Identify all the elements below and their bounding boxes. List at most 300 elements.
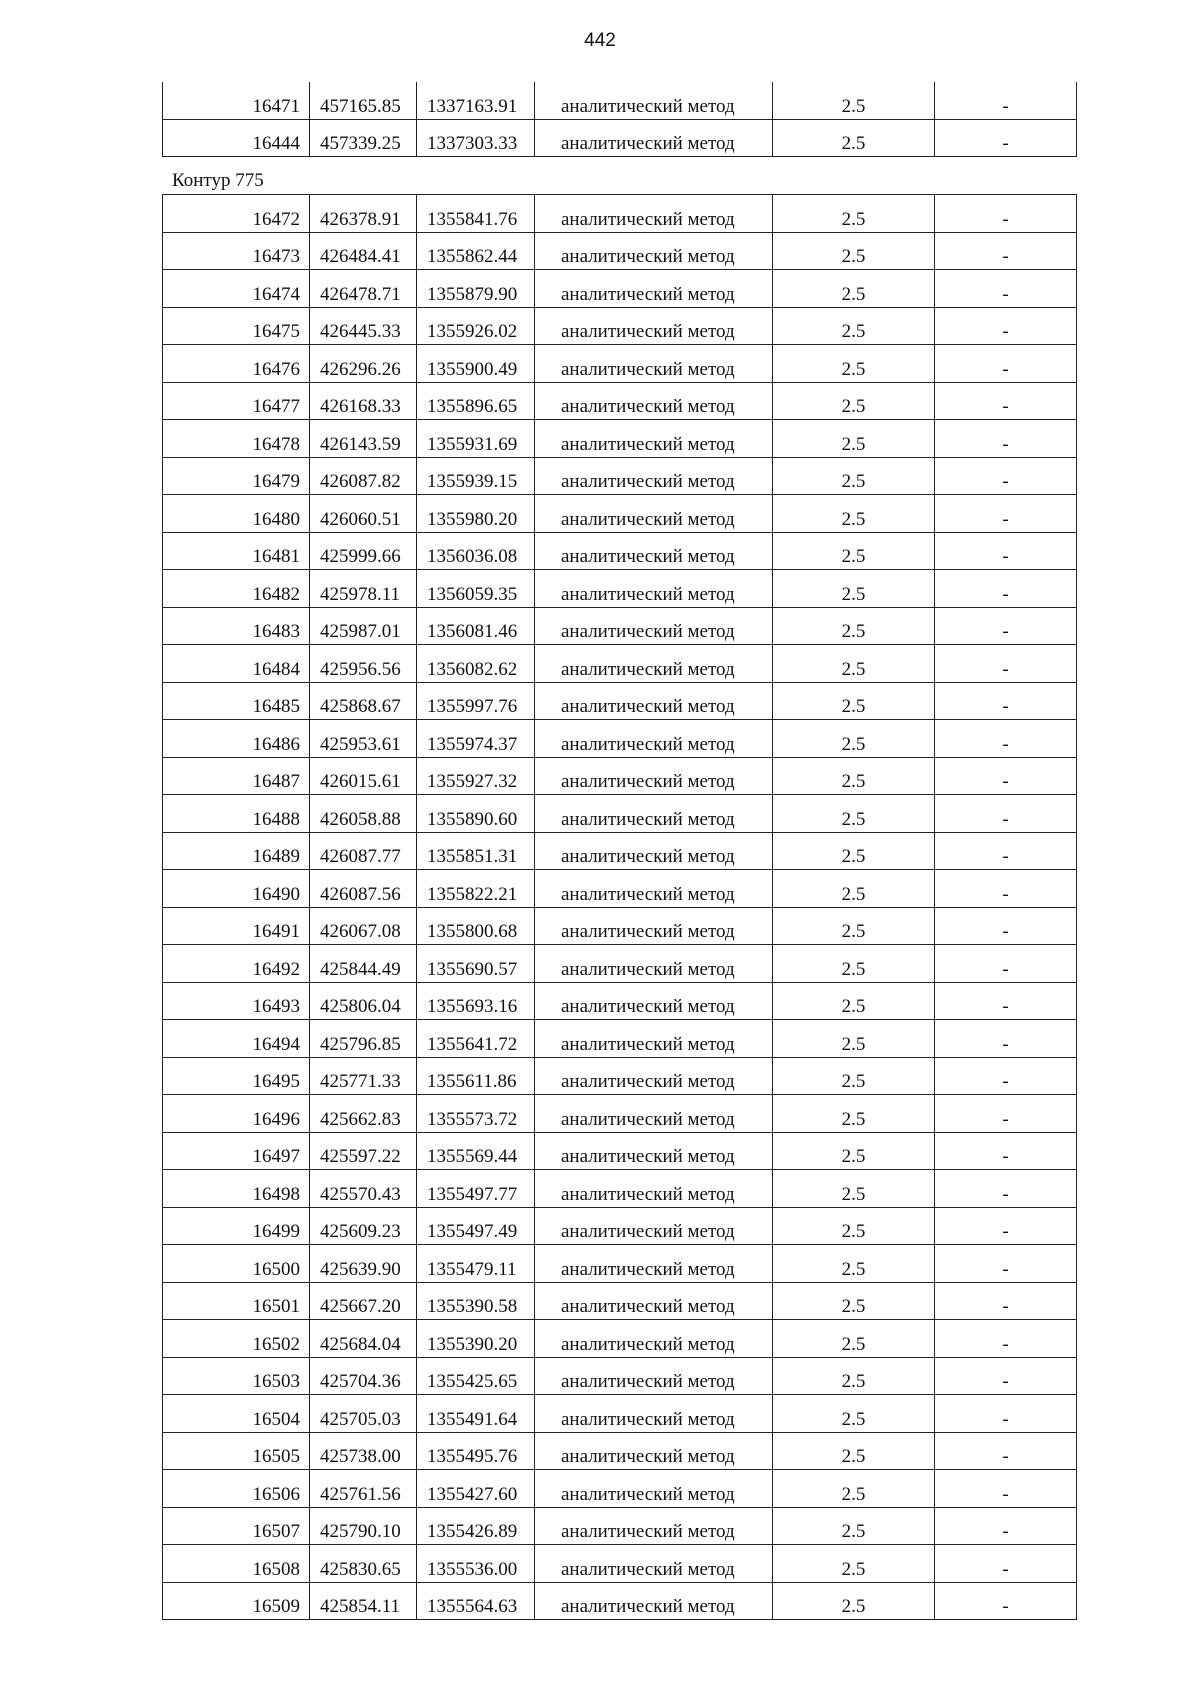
- cell-text: 1355491.64: [427, 1408, 518, 1430]
- cell-text: аналитический метод: [561, 133, 735, 154]
- cell-text: -: [1002, 621, 1009, 642]
- point-number-cell: [163, 870, 310, 908]
- table-row: [163, 82, 1077, 119]
- x-coordinate-cell: [310, 832, 417, 870]
- method-cell: [535, 82, 773, 119]
- cell-text: 1355564.63: [427, 1596, 518, 1617]
- table-row: [163, 382, 1077, 420]
- method-cell: [535, 382, 773, 420]
- note-cell: [935, 382, 1077, 420]
- cell-text: 426478.71: [320, 283, 401, 305]
- accuracy-cell: [773, 1207, 935, 1245]
- cell-text: 2.5: [841, 583, 866, 605]
- method-cell: [535, 645, 773, 683]
- x-coordinate-cell: [310, 907, 417, 945]
- cell-text: 2.5: [841, 996, 866, 1017]
- cell-text: 2.5: [841, 1558, 866, 1580]
- table-row: [163, 982, 1077, 1020]
- cell-text: 425956.56: [320, 658, 401, 680]
- y-coordinate-cell: [417, 1582, 535, 1620]
- note-cell: [935, 532, 1077, 570]
- method-cell: [535, 345, 773, 383]
- cell-text: 1337163.91: [427, 95, 518, 117]
- table-row: [163, 1432, 1077, 1470]
- method-cell: [535, 195, 773, 233]
- coordinates-table-body: [163, 195, 1077, 1620]
- cell-text: 2.5: [841, 846, 866, 867]
- y-coordinate-cell: [417, 270, 535, 308]
- cell-text: 426378.91: [320, 208, 401, 230]
- cell-text: 425761.56: [320, 1483, 401, 1505]
- cell-text: 425854.11: [320, 1596, 401, 1617]
- table-row: [163, 1020, 1077, 1058]
- cell-text: 1355427.60: [427, 1483, 518, 1505]
- cell-text: 1356081.46: [427, 621, 518, 642]
- table-row: [163, 645, 1077, 683]
- cell-text: аналитический метод: [561, 883, 735, 905]
- cell-text: 425953.61: [320, 733, 401, 755]
- method-cell: [535, 532, 773, 570]
- point-number-cell: [163, 119, 310, 157]
- cell-text: 1355497.77: [427, 1183, 518, 1205]
- cell-text: 16474: [252, 283, 300, 305]
- cell-text: 2.5: [841, 1146, 866, 1167]
- contour-label: Контур 775: [172, 170, 264, 191]
- accuracy-cell: [773, 382, 935, 420]
- page-number: 442: [584, 30, 616, 51]
- cell-text: аналитический метод: [561, 396, 735, 417]
- accuracy-cell: [773, 532, 935, 570]
- cell-text: -: [1002, 1333, 1009, 1355]
- cell-text: аналитический метод: [561, 808, 735, 830]
- cell-text: 1355896.65: [427, 396, 518, 417]
- cell-text: аналитический метод: [561, 1033, 735, 1055]
- cell-text: аналитический метод: [561, 1071, 735, 1092]
- point-number-cell: [163, 420, 310, 458]
- note-cell: [935, 1207, 1077, 1245]
- cell-text: 16505: [252, 1446, 300, 1467]
- cell-text: аналитический метод: [561, 733, 735, 755]
- cell-text: -: [1002, 1483, 1009, 1505]
- point-number-cell: [163, 1057, 310, 1095]
- cell-text: 1355890.60: [427, 808, 518, 830]
- cell-text: 16483: [252, 621, 300, 642]
- cell-text: 2.5: [841, 246, 866, 267]
- cell-text: 2.5: [841, 1183, 866, 1205]
- accuracy-cell: [773, 1020, 935, 1058]
- cell-text: 425987.01: [320, 621, 401, 642]
- cell-text: 2.5: [841, 283, 866, 305]
- cell-text: -: [1002, 433, 1009, 455]
- accuracy-cell: [773, 307, 935, 345]
- cell-text: 16476: [252, 358, 300, 380]
- cell-text: 2.5: [841, 1521, 866, 1542]
- cell-text: 425806.04: [320, 996, 401, 1017]
- table-row: [163, 1470, 1077, 1508]
- accuracy-cell: [773, 1132, 935, 1170]
- method-cell: [535, 870, 773, 908]
- point-number-cell: [163, 307, 310, 345]
- x-coordinate-cell: [310, 1245, 417, 1283]
- cell-text: аналитический метод: [561, 1408, 735, 1430]
- accuracy-cell: [773, 982, 935, 1020]
- cell-text: -: [1002, 508, 1009, 530]
- method-cell: [535, 1207, 773, 1245]
- method-cell: [535, 832, 773, 870]
- cell-text: 425868.67: [320, 696, 401, 717]
- note-cell: [935, 907, 1077, 945]
- cell-text: 1355841.76: [427, 208, 518, 230]
- note-cell: [935, 345, 1077, 383]
- y-coordinate-cell: [417, 795, 535, 833]
- table-row: [163, 1507, 1077, 1545]
- method-cell: [535, 795, 773, 833]
- cell-text: 2.5: [841, 1446, 866, 1467]
- accuracy-cell: [773, 1470, 935, 1508]
- y-coordinate-cell: [417, 1057, 535, 1095]
- cell-text: 2.5: [841, 771, 866, 792]
- table-row: [163, 870, 1077, 908]
- table-row: [163, 307, 1077, 345]
- cell-text: 2.5: [841, 396, 866, 417]
- cell-text: 1355900.49: [427, 358, 518, 380]
- accuracy-cell: [773, 682, 935, 720]
- cell-text: -: [1002, 733, 1009, 755]
- accuracy-cell: [773, 495, 935, 533]
- x-coordinate-cell: [310, 195, 417, 233]
- method-cell: [535, 1020, 773, 1058]
- table-row: [163, 457, 1077, 495]
- cell-text: 16482: [252, 583, 300, 605]
- cell-text: 425978.11: [320, 583, 401, 605]
- cell-text: -: [1002, 283, 1009, 305]
- cell-text: 16504: [252, 1408, 300, 1430]
- cell-text: -: [1002, 583, 1009, 605]
- accuracy-cell: [773, 870, 935, 908]
- accuracy-cell: [773, 757, 935, 795]
- table-row: [163, 757, 1077, 795]
- cell-text: 16503: [252, 1371, 300, 1392]
- note-cell: [935, 870, 1077, 908]
- point-number-cell: [163, 1207, 310, 1245]
- y-coordinate-cell: [417, 532, 535, 570]
- table-row: [163, 795, 1077, 833]
- cell-text: 425597.22: [320, 1146, 401, 1167]
- table-row: [163, 570, 1077, 608]
- point-number-cell: [163, 795, 310, 833]
- cell-text: 2.5: [841, 208, 866, 230]
- y-coordinate-cell: [417, 382, 535, 420]
- cell-text: аналитический метод: [561, 1483, 735, 1505]
- cell-text: аналитический метод: [561, 696, 735, 717]
- cell-text: -: [1002, 208, 1009, 230]
- cell-text: 16471: [252, 95, 300, 117]
- x-coordinate-cell: [310, 1207, 417, 1245]
- cell-text: 1355611.86: [427, 1071, 517, 1092]
- method-cell: [535, 119, 773, 157]
- cell-text: 425830.65: [320, 1558, 401, 1580]
- cell-text: -: [1002, 1596, 1009, 1617]
- cell-text: аналитический метод: [561, 1258, 735, 1280]
- point-number-cell: [163, 1357, 310, 1395]
- method-cell: [535, 945, 773, 983]
- table-row: [163, 720, 1077, 758]
- x-coordinate-cell: [310, 1095, 417, 1133]
- table-row: [163, 945, 1077, 983]
- cell-text: аналитический метод: [561, 1183, 735, 1205]
- cell-text: 16494: [252, 1033, 300, 1055]
- point-number-cell: [163, 907, 310, 945]
- point-number-cell: [163, 382, 310, 420]
- accuracy-cell: [773, 457, 935, 495]
- x-coordinate-cell: [310, 945, 417, 983]
- note-cell: [935, 1545, 1077, 1583]
- cell-text: -: [1002, 95, 1009, 117]
- cell-text: -: [1002, 1183, 1009, 1205]
- y-coordinate-cell: [417, 1207, 535, 1245]
- y-coordinate-cell: [417, 720, 535, 758]
- y-coordinate-cell: [417, 119, 535, 157]
- cell-text: -: [1002, 1033, 1009, 1055]
- note-cell: [935, 495, 1077, 533]
- cell-text: аналитический метод: [561, 1596, 735, 1617]
- cell-text: 2.5: [841, 1258, 866, 1280]
- note-cell: [935, 1507, 1077, 1545]
- cell-text: 1355879.90: [427, 283, 518, 305]
- cell-text: 425639.90: [320, 1258, 401, 1280]
- note-cell: [935, 457, 1077, 495]
- cell-text: 1356059.35: [427, 583, 518, 605]
- x-coordinate-cell: [310, 1470, 417, 1508]
- cell-text: 16500: [252, 1258, 300, 1280]
- method-cell: [535, 607, 773, 645]
- point-number-cell: [163, 607, 310, 645]
- cell-text: аналитический метод: [561, 583, 735, 605]
- cell-text: 1355974.37: [427, 733, 518, 755]
- note-cell: [935, 982, 1077, 1020]
- note-cell: [935, 1057, 1077, 1095]
- point-number-cell: [163, 1132, 310, 1170]
- x-coordinate-cell: [310, 1057, 417, 1095]
- accuracy-cell: [773, 1545, 935, 1583]
- cell-text: -: [1002, 696, 1009, 717]
- cell-text: 16492: [252, 958, 300, 980]
- cell-text: -: [1002, 1071, 1009, 1092]
- y-coordinate-cell: [417, 1470, 535, 1508]
- point-number-cell: [163, 1095, 310, 1133]
- note-cell: [935, 1470, 1077, 1508]
- cell-text: 2.5: [841, 471, 866, 492]
- y-coordinate-cell: [417, 307, 535, 345]
- cell-text: 2.5: [841, 921, 866, 942]
- cell-text: 2.5: [841, 1483, 866, 1505]
- table-row: [163, 1357, 1077, 1395]
- x-coordinate-cell: [310, 82, 417, 119]
- cell-text: 16491: [252, 921, 300, 942]
- cell-text: 2.5: [841, 1408, 866, 1430]
- x-coordinate-cell: [310, 495, 417, 533]
- accuracy-cell: [773, 1245, 935, 1283]
- cell-text: 16497: [252, 1146, 300, 1167]
- cell-text: 16506: [252, 1483, 300, 1505]
- cell-text: 425662.83: [320, 1108, 401, 1130]
- note-cell: [935, 1320, 1077, 1358]
- x-coordinate-cell: [310, 1582, 417, 1620]
- x-coordinate-cell: [310, 232, 417, 270]
- cell-text: -: [1002, 1521, 1009, 1542]
- cell-text: 16481: [252, 546, 300, 567]
- cell-text: 16475: [252, 321, 300, 342]
- method-cell: [535, 1095, 773, 1133]
- x-coordinate-cell: [310, 457, 417, 495]
- point-number-cell: [163, 1470, 310, 1508]
- cell-text: 16508: [252, 1558, 300, 1580]
- method-cell: [535, 1432, 773, 1470]
- cell-text: 425667.20: [320, 1296, 401, 1317]
- y-coordinate-cell: [417, 607, 535, 645]
- cell-text: 16444: [252, 133, 300, 154]
- cell-text: аналитический метод: [561, 1296, 735, 1317]
- accuracy-cell: [773, 195, 935, 233]
- point-number-cell: [163, 1507, 310, 1545]
- cell-text: 1355693.16: [427, 996, 518, 1017]
- x-coordinate-cell: [310, 1507, 417, 1545]
- accuracy-cell: [773, 82, 935, 119]
- table-row: [163, 420, 1077, 458]
- cell-text: 1355851.31: [427, 846, 518, 867]
- cell-text: 16479: [252, 471, 300, 492]
- method-cell: [535, 1170, 773, 1208]
- cell-text: -: [1002, 1221, 1009, 1242]
- cell-text: 426087.82: [320, 471, 401, 492]
- method-cell: [535, 682, 773, 720]
- y-coordinate-cell: [417, 945, 535, 983]
- accuracy-cell: [773, 420, 935, 458]
- note-cell: [935, 270, 1077, 308]
- accuracy-cell: [773, 1095, 935, 1133]
- cell-text: 1355425.65: [427, 1371, 518, 1392]
- cell-text: 16490: [252, 883, 300, 905]
- cell-text: 16501: [252, 1296, 300, 1317]
- cell-text: -: [1002, 358, 1009, 380]
- x-coordinate-cell: [310, 1545, 417, 1583]
- cell-text: 457165.85: [320, 95, 401, 117]
- cell-text: аналитический метод: [561, 433, 735, 455]
- cell-text: 16502: [252, 1333, 300, 1355]
- cell-text: 16499: [252, 1221, 300, 1242]
- cell-text: -: [1002, 546, 1009, 567]
- cell-text: 2.5: [841, 133, 866, 154]
- cell-text: 2.5: [841, 546, 866, 567]
- table-row: [163, 195, 1077, 233]
- cell-text: аналитический метод: [561, 95, 735, 117]
- point-number-cell: [163, 1320, 310, 1358]
- cell-text: -: [1002, 1146, 1009, 1167]
- cell-text: 426067.08: [320, 921, 401, 942]
- cell-text: 426058.88: [320, 808, 401, 830]
- cell-text: -: [1002, 246, 1009, 267]
- method-cell: [535, 1320, 773, 1358]
- point-number-cell: [163, 495, 310, 533]
- table-row: [163, 270, 1077, 308]
- cell-text: 1355980.20: [427, 508, 518, 530]
- cell-text: 1355862.44: [427, 246, 518, 267]
- method-cell: [535, 1395, 773, 1433]
- cell-text: 1355479.11: [427, 1258, 517, 1280]
- cell-text: 425570.43: [320, 1183, 401, 1205]
- cell-text: 1355931.69: [427, 433, 518, 455]
- method-cell: [535, 1357, 773, 1395]
- cell-text: -: [1002, 396, 1009, 417]
- y-coordinate-cell: [417, 1320, 535, 1358]
- cell-text: 16477: [252, 396, 300, 417]
- note-cell: [935, 82, 1077, 119]
- cell-text: -: [1002, 321, 1009, 342]
- cell-text: 2.5: [841, 733, 866, 755]
- note-cell: [935, 1395, 1077, 1433]
- note-cell: [935, 1245, 1077, 1283]
- cell-text: -: [1002, 658, 1009, 680]
- accuracy-cell: [773, 795, 935, 833]
- point-number-cell: [163, 832, 310, 870]
- cell-text: -: [1002, 1408, 1009, 1430]
- cell-text: 426296.26: [320, 358, 401, 380]
- x-coordinate-cell: [310, 1282, 417, 1320]
- point-number-cell: [163, 1245, 310, 1283]
- cell-text: -: [1002, 846, 1009, 867]
- y-coordinate-cell: [417, 757, 535, 795]
- cell-text: 1355495.76: [427, 1446, 518, 1467]
- cell-text: -: [1002, 1108, 1009, 1130]
- cell-text: 16507: [252, 1521, 300, 1542]
- table-row: [163, 1395, 1077, 1433]
- note-cell: [935, 795, 1077, 833]
- cell-text: 2.5: [841, 1221, 866, 1242]
- y-coordinate-cell: [417, 232, 535, 270]
- cell-text: аналитический метод: [561, 508, 735, 530]
- x-coordinate-cell: [310, 270, 417, 308]
- x-coordinate-cell: [310, 570, 417, 608]
- table-row: [163, 1582, 1077, 1620]
- cell-text: -: [1002, 883, 1009, 905]
- y-coordinate-cell: [417, 1132, 535, 1170]
- cell-text: -: [1002, 1258, 1009, 1280]
- cell-text: аналитический метод: [561, 1221, 735, 1242]
- accuracy-cell: [773, 1395, 935, 1433]
- point-number-cell: [163, 757, 310, 795]
- accuracy-cell: [773, 232, 935, 270]
- y-coordinate-cell: [417, 457, 535, 495]
- x-coordinate-cell: [310, 1432, 417, 1470]
- table-row: [163, 1095, 1077, 1133]
- cell-text: 16493: [252, 996, 300, 1017]
- cell-text: 2.5: [841, 1033, 866, 1055]
- accuracy-cell: [773, 907, 935, 945]
- cell-text: аналитический метод: [561, 1333, 735, 1355]
- cell-text: аналитический метод: [561, 958, 735, 980]
- accuracy-cell: [773, 1282, 935, 1320]
- note-cell: [935, 307, 1077, 345]
- cell-text: 2.5: [841, 358, 866, 380]
- cell-text: 2.5: [841, 958, 866, 980]
- point-number-cell: [163, 720, 310, 758]
- cell-text: -: [1002, 1371, 1009, 1392]
- cell-text: 16509: [252, 1596, 300, 1617]
- cell-text: 16489: [252, 846, 300, 867]
- cell-text: аналитический метод: [561, 771, 735, 792]
- point-number-cell: [163, 1282, 310, 1320]
- x-coordinate-cell: [310, 1132, 417, 1170]
